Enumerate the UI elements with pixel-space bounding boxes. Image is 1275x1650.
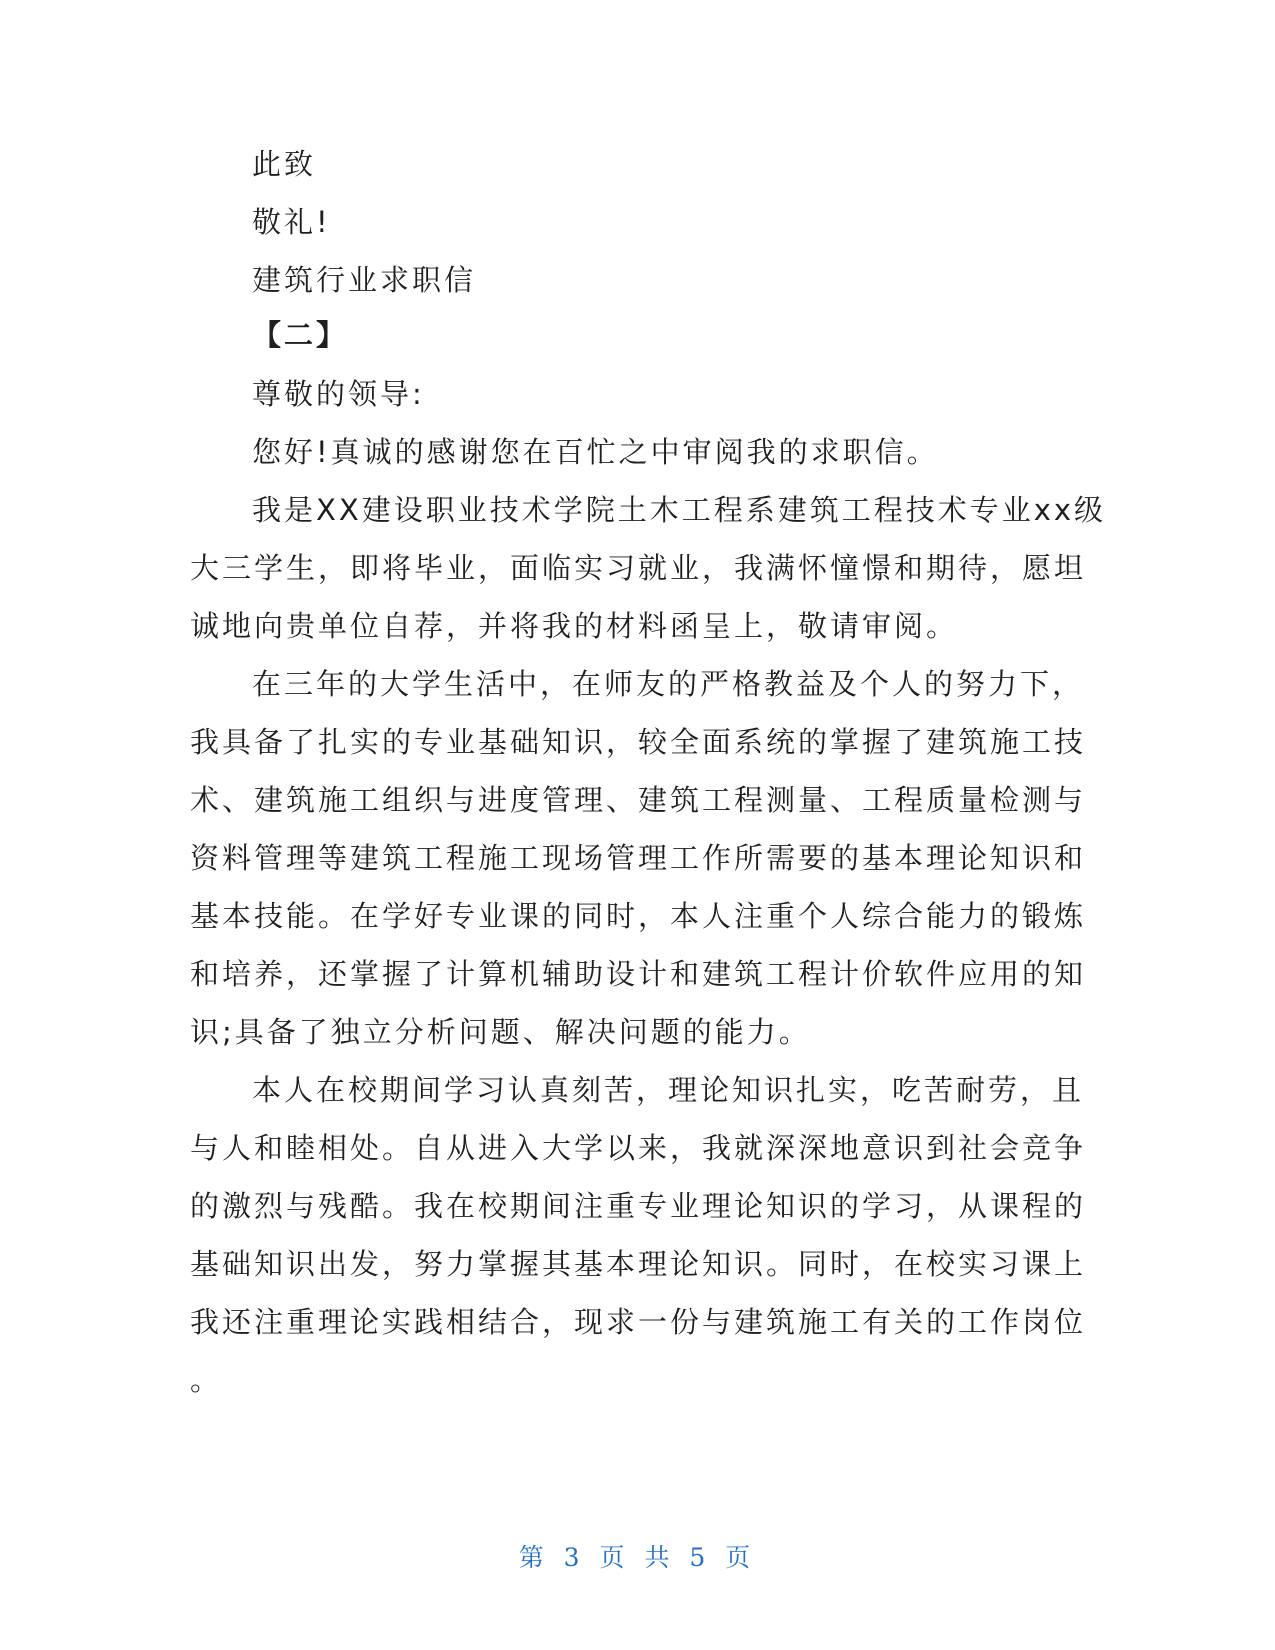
paragraph-2-line: 在三年的大学生活中，在师友的严格教益及个人的努力下， xyxy=(252,667,1085,701)
paragraph-3-line: 我还注重理论实践相结合，现求一份与建筑施工有关的工作岗位 xyxy=(190,1305,1087,1339)
letter-title: 建筑行业求职信 xyxy=(252,263,477,297)
salutation: 尊敬的领导: xyxy=(252,377,425,411)
paragraph-3-line: 基础知识出发，努力掌握其基本理论知识。同时，在校实习课上 xyxy=(190,1247,1087,1281)
paragraph-2-line: 识;具备了独立分析问题、解决问题的能力。 xyxy=(190,1015,811,1049)
greeting: 您好!真诚的感谢您在百忙之中审阅我的求职信。 xyxy=(252,435,939,469)
paragraph-1-line: 我是XX建设职业技术学院土木工程系建筑工程技术专业xx级 xyxy=(252,493,1107,527)
paragraph-1-line: 大三学生，即将毕业，面临实习就业，我满怀憧憬和期待，愿坦 xyxy=(190,551,1087,585)
closing-line-2: 敬礼! xyxy=(252,205,331,239)
paragraph-2-line: 术、建筑施工组织与进度管理、建筑工程测量、工程质量检测与 xyxy=(190,783,1087,817)
paragraph-3-line: 本人在校期间学习认真刻苦，理论知识扎实，吃苦耐劳，且 xyxy=(252,1073,1085,1107)
paragraph-2-line: 基本技能。在学好专业课的同时，本人注重个人综合能力的锻炼 xyxy=(190,899,1087,933)
paragraph-2-line: 和培养，还掌握了计算机辅助设计和建筑工程计价软件应用的知 xyxy=(190,957,1087,991)
paragraph-1-line: 诚地向贵单位自荐，并将我的材料函呈上，敬请审阅。 xyxy=(190,609,959,643)
closing-line-1: 此致 xyxy=(252,147,317,181)
page-number-footer: 第 3 页 共 5 页 xyxy=(518,1543,757,1572)
paragraph-3-line: 与人和睦相处。自从进入大学以来，我就深深地意识到社会竞争 xyxy=(190,1131,1087,1165)
paragraph-2-line: 资料管理等建筑工程施工现场管理工作所需要的基本理论知识和 xyxy=(190,841,1087,875)
paragraph-3-line: 。 xyxy=(190,1363,223,1397)
section-heading: 【二】 xyxy=(252,318,349,352)
paragraph-2-line: 我具备了扎实的专业基础知识，较全面系统的掌握了建筑施工技 xyxy=(190,725,1087,759)
paragraph-3-line: 的激烈与残酷。我在校期间注重专业理论知识的学习，从课程的 xyxy=(190,1189,1087,1223)
